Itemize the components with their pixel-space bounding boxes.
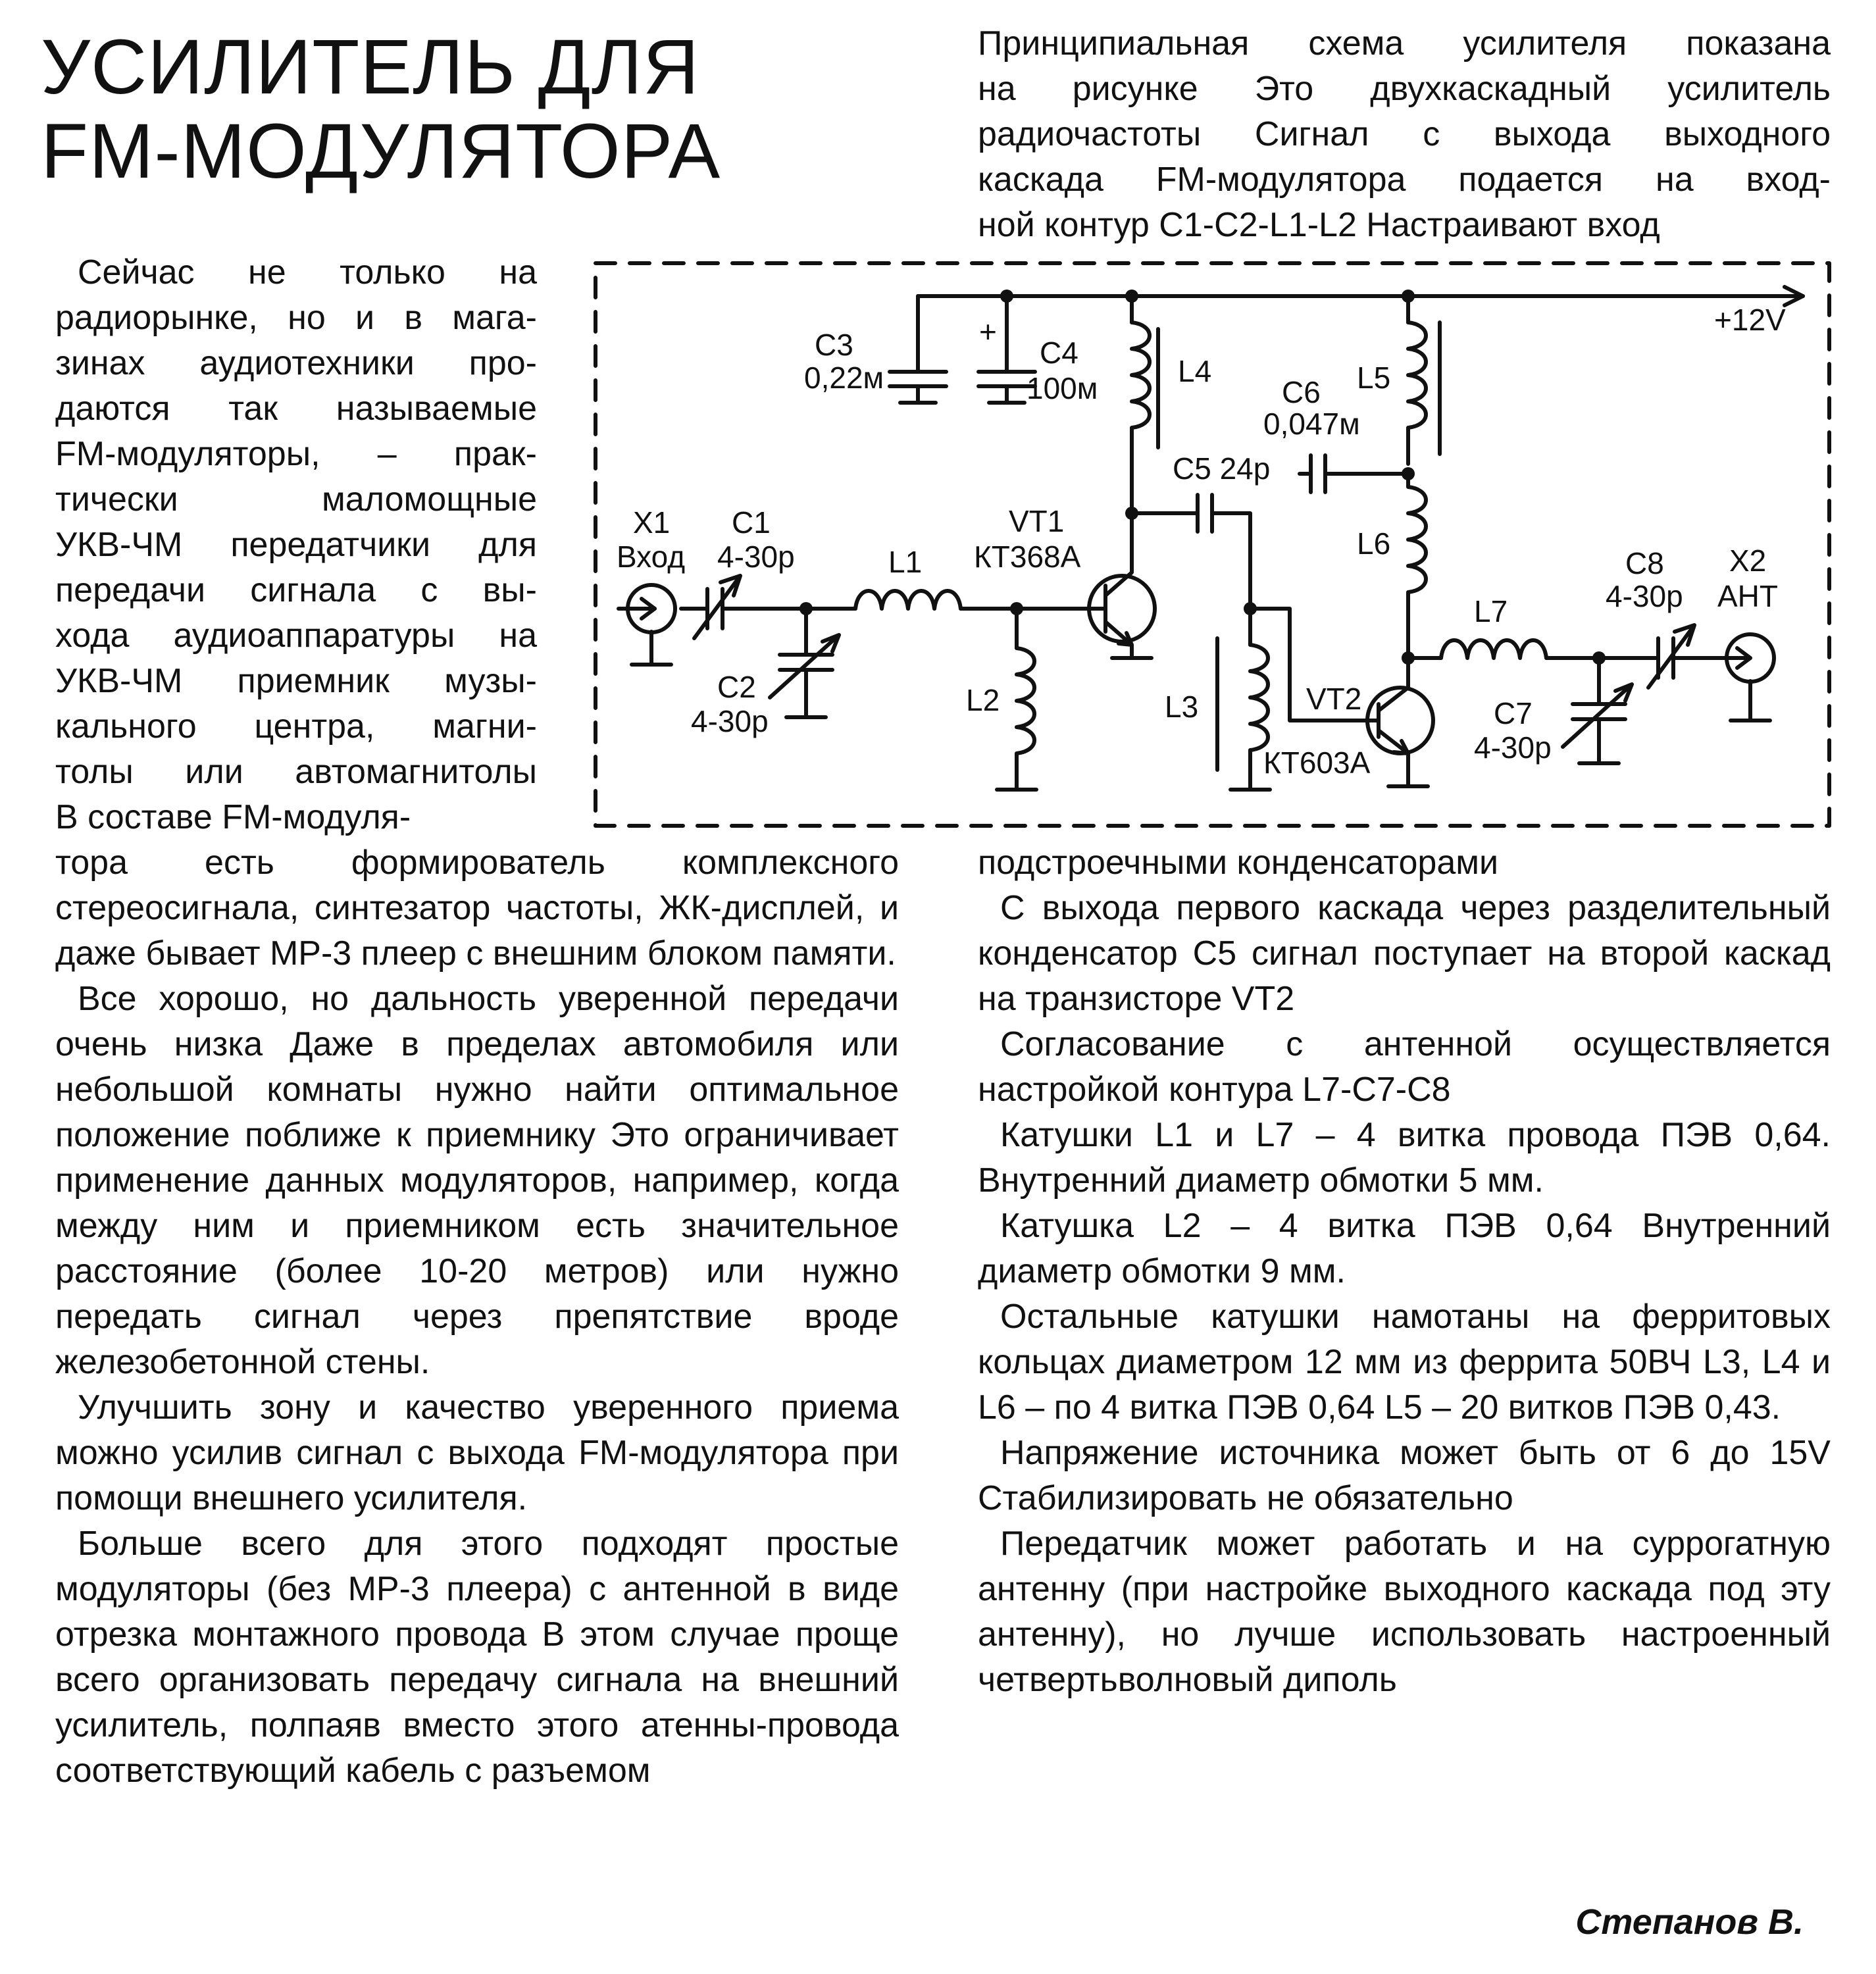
c5-symbol (1198, 495, 1212, 532)
label-x1: X1 (633, 505, 671, 540)
paragraph: С выхода первого каскада через разделительный конденсатор C5 сигнал поступает на второй каскад на транзисторе VT2 (978, 889, 1831, 1018)
text-line: тически маломощные (55, 480, 537, 519)
l7-coil (1441, 640, 1546, 658)
label-c7-value: 4-30р (1474, 730, 1552, 765)
label-l5: L5 (1357, 361, 1391, 395)
label-x1-input: Вход (617, 540, 686, 574)
text-line: на рисунке Это двухкаскадный усилитель (978, 70, 1831, 108)
text-line: даются так называемые (55, 390, 537, 428)
l1-coil (855, 591, 961, 609)
label-c3-value: 0,22м (804, 361, 884, 395)
junction-dot (1402, 651, 1415, 665)
junction-dot (1125, 507, 1138, 520)
text-line: хода аудиоаппаратуры на (55, 617, 537, 655)
vt1-collector (1105, 566, 1132, 595)
c5-wire-right (1212, 513, 1250, 609)
text-line: толы или автомагнитолы (55, 753, 537, 791)
junction-dot (1000, 290, 1013, 303)
l2-coil (1017, 648, 1034, 790)
paragraph: подстроечными конденсаторами (978, 844, 1499, 882)
text-line: кального центра, магни- (55, 707, 537, 746)
x2-stub (1731, 681, 1770, 721)
label-c1: C1 (732, 505, 771, 540)
label-l6: L6 (1357, 526, 1391, 561)
label-c4-value: 100м (1027, 371, 1098, 405)
l5-coil (1408, 322, 1426, 464)
label-c2-value: 4-30р (691, 704, 769, 738)
junction-dot (799, 602, 813, 615)
text-line: УКВ-ЧМ передатчики для (55, 526, 537, 564)
paragraph: Напряжение источника может быть от 6 до 15V Стабилизировать не обязательно (978, 1434, 1831, 1517)
label-c8: C8 (1625, 546, 1664, 580)
label-vt2-type: КТ603А (1263, 746, 1371, 780)
text-line: Принципиальная схема усилителя показана (978, 24, 1831, 63)
junction-dot (1402, 467, 1415, 480)
label-l7: L7 (1474, 594, 1508, 628)
paragraph: Катушки L1 и L7 – 4 витка провода ПЭВ 0,64. Внутренний диаметр обмотки 5 мм. (978, 1116, 1831, 1200)
label-l2: L2 (966, 683, 1000, 717)
label-x2: X2 (1729, 544, 1767, 578)
label-x2-antenna: АНТ (1717, 579, 1778, 613)
paragraph: тора есть формирователь комплексного стереосигнала, синтезатор частоты, ЖК-дисплей, и даже бывает MP-3 плеер с внешним блоком памяти. (55, 844, 899, 973)
text-line: зинах аудиотехники про- (55, 344, 537, 382)
title-line-1: УСИЛИТЕЛЬ ДЛЯ (41, 24, 700, 111)
l6-coil (1408, 474, 1426, 658)
vt2-emitter (1379, 730, 1428, 786)
paragraph: Все хорошо, но дальность уверенной передачи очень низка Даже в пределах автомобиля или небольшой комнаты нужно найти оптимальное положение поближе к приемнику Это ограничивает применение данных модуляторов, например, когда между ним и приемником есть значительное расстояние (более 10-20 метров) или нужно передать сигнал через препятствие вроде железобетонной стены. (55, 980, 899, 1381)
text-line: радиорынке, но и в мага- (55, 299, 537, 337)
text-line: радиочастоты Сигнал с выхода выходного (978, 115, 1831, 153)
junction-dot (1125, 290, 1138, 303)
paragraph: Катушка L2 – 4 витка ПЭВ 0,64 Внутренний диаметр обмотки 9 мм. (978, 1207, 1831, 1290)
label-c8-value: 4-30р (1606, 579, 1683, 613)
paragraph: Остальные катушки намотаны на ферритовых кольцах диаметром 12 мм из феррита 50ВЧ L3, L4 и L6 – по 4 витка ПЭВ 0,64 L5 – 20 витков ПЭВ 0,43. (978, 1298, 1831, 1427)
text-line: УКВ-ЧМ приемник музы- (55, 662, 537, 700)
label-l4: L4 (1178, 354, 1212, 388)
vt2-collector (1379, 658, 1408, 711)
label-l3: L3 (1165, 690, 1199, 724)
paragraph: Улучшить зону и качество уверенного приема можно усилив сигнал с выхода FM-модулятора при помощи внешнего усилителя. (55, 1388, 899, 1517)
text-line: передачи сигнала с вы- (55, 571, 537, 609)
label-c6: C6 (1282, 375, 1321, 409)
l4-coil (1132, 322, 1150, 513)
label-c6-value: 0,047м (1263, 407, 1360, 441)
junction-dot (1010, 602, 1023, 615)
label-c5: C5 24р (1173, 451, 1271, 486)
label-l1: L1 (888, 545, 923, 579)
paragraph: Больше всего для этого подходят простые модуляторы (без MP-3 плеера) с антенной в виде отрезка монтажного провода В этом случае проще всего организовать передачу сигнала на внешний усилитель, полпаяв вместо этого атенны-провода соответствующий кабель с разъемом (55, 1525, 899, 1790)
text-line: Сейчас не только на (78, 253, 537, 291)
junction-dot (1402, 290, 1415, 303)
label-c1-value: 4-30р (717, 540, 795, 574)
label-c4-plus: + (979, 315, 997, 349)
label-c4: C4 (1040, 336, 1078, 370)
label-c7: C7 (1494, 696, 1533, 730)
x1-stub (632, 632, 671, 665)
label-c3: C3 (815, 328, 853, 362)
text-line: В составе FM-модуля- (55, 798, 411, 836)
c6-symbol (1300, 455, 1408, 492)
label-vt2: VT2 (1306, 682, 1362, 716)
author-signature: Степанов В. (1575, 1902, 1804, 1942)
label-vt1-type: КТ368А (974, 540, 1081, 574)
junction-dot (1244, 602, 1257, 615)
label-vt1: VT1 (1009, 504, 1065, 538)
c3-symbol (890, 372, 946, 403)
text-line: ной контур C1-C2-L1-L2 Настраивают вход (978, 206, 1660, 244)
text-line: FM-модуляторы, – прак- (55, 435, 537, 473)
label-supply: +12V (1714, 303, 1786, 337)
junction-dot (1592, 651, 1606, 665)
text-line: каскада FM-модулятора подается на вход- (978, 161, 1831, 199)
title-line-2: FM-МОДУЛЯТОРА (41, 108, 721, 195)
paragraph: Согласование с антенной осуществляется настройкой контура L7-C7-C8 (978, 1025, 1831, 1109)
paragraph: Передатчик может работать и на суррогатную антенну (при настройке выходного каскада под эту антенну), но лучше использовать настроенный четвертьволновый диполь (978, 1525, 1831, 1699)
label-c2: C2 (717, 670, 756, 704)
